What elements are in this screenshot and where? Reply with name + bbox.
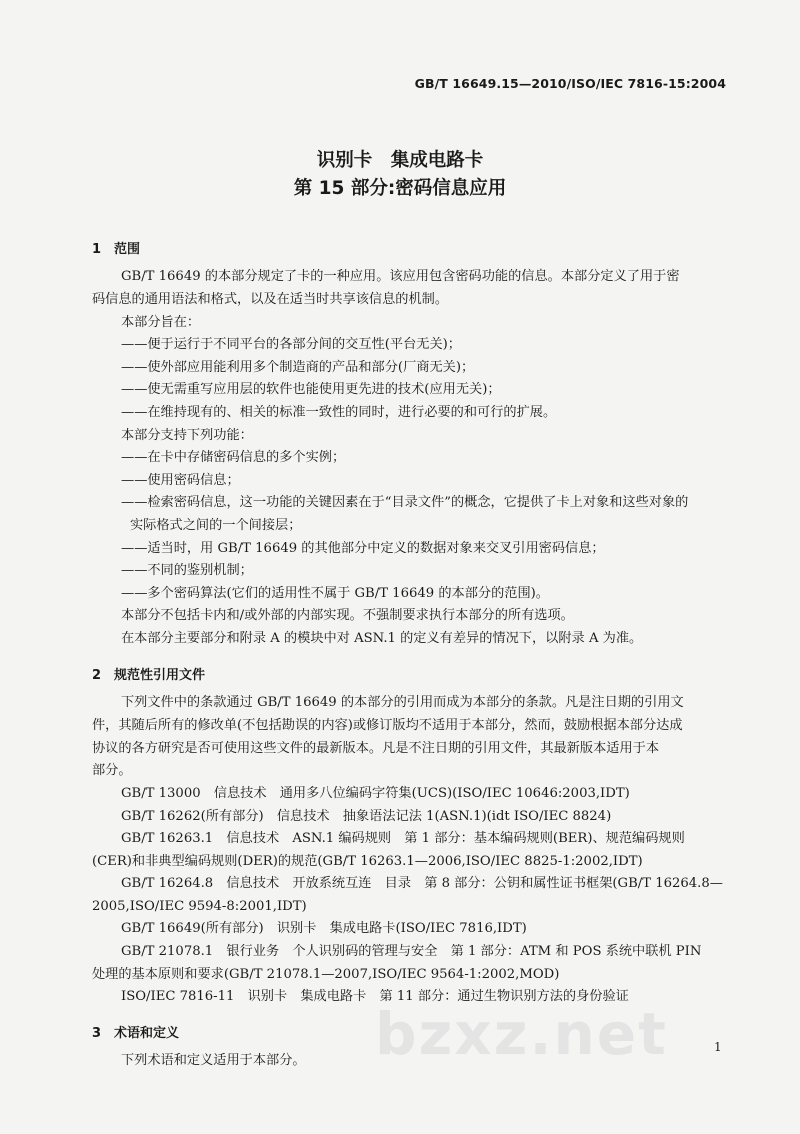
reference-item: ISO/IEC 7816-11 识别卡 集成电路卡 第 11 部分：通过生物识别方法的身份验证 [121,989,629,1004]
reference-item: GB/T 16264.8 信息技术 开放系统互连 目录 第 8 部分：公钥和属性证书框架(GB/T 16264.8— [121,876,723,891]
section-title: 规范性引用文件 [114,668,206,683]
paragraph-line: 本部分旨在： [121,315,201,330]
paragraph-line: 下列术语和定义适用于本部分。 [121,1053,306,1068]
section-number: 3 [92,1026,102,1041]
list-item: ——不同的鉴别机制； [121,563,253,578]
paragraph-line: 码信息的通用语法和格式，以及在适当时共享该信息的机制。 [92,292,449,307]
paragraph-line: 本部分不包括卡内和/或外部的内部实现。不强制要求执行本部分的所有选项。 [121,608,574,623]
section-number: 1 [92,242,102,257]
section-1-heading [92,238,140,257]
list-item: ——便于运行于不同平台的各部分间的交互性(平台无关)； [121,337,461,352]
reference-item-continuation: 处理的基本原则和要求(GB/T 21078.1—2007,ISO/IEC 9564-1:2002,MOD) [92,967,560,982]
list-item: ——使用密码信息； [121,473,240,488]
page-number: 1 [714,1040,722,1054]
reference-item: GB/T 21078.1 银行业务 个人识别码的管理与安全 第 1 部分：ATM 和 POS 系统中联机 PIN [121,944,702,959]
standard-code: GB/T 16649.15—2010/ISO/IEC 7816-15:2004 [414,76,726,91]
section-number: 2 [92,668,102,683]
reference-item: GB/T 16649(所有部分) 识别卡 集成电路卡(ISO/IEC 7816,IDT) [121,921,527,936]
paragraph-line: 本部分支持下列功能： [121,428,253,443]
paragraph-line: 协议的各方研究是否可使用这些文件的最新版本。凡是不注日期的引用文件，其最新版本适用于本 [92,741,660,756]
document-title-line2: 第 15 部分:密码信息应用 [293,178,507,199]
list-item: ——使无需重写应用层的软件也能使用更先进的技术(应用无关)； [121,382,501,397]
paragraph-line: 件，其随后所有的修改单(不包括勘误的内容)或修订版均不适用于本部分，然而，鼓励根据本部分达成 [92,718,683,733]
list-item: ——适当时，用 GB/T 16649 的其他部分中定义的数据对象来交叉引用密码信息； [121,541,605,556]
list-item: ——检索密码信息，这一功能的关键因素在于“目录文件”的概念，它提供了卡上对象和这些对象的 [121,495,689,510]
paragraph-line: 部分。 [92,763,132,778]
reference-item: GB/T 16262(所有部分) 信息技术 抽象语法记法 1(ASN.1)(idt ISO/IEC 8824) [121,809,612,824]
watermark: bzxz.net [375,1000,668,1068]
list-item: ——多个密码算法(它们的适用性不属于 GB/T 16649 的本部分的范围)。 [121,586,549,601]
section-3-heading [92,1022,179,1041]
list-item-continuation: 实际格式之间的一个间接层； [130,518,302,533]
list-item: ——在维持现有的、相关的标准一致性的同时，进行必要的和可行的扩展。 [121,405,557,420]
paragraph-line: GB/T 16649 的本部分规定了卡的一种应用。该应用包含密码功能的信息。本部分定义了用于密 [121,269,680,284]
reference-item: GB/T 13000 信息技术 通用多八位编码字符集(UCS)(ISO/IEC 10646:2003,IDT) [121,786,630,801]
document-title-line1: 识别卡 集成电路卡 [316,150,484,171]
paragraph-line: 在本部分主要部分和附录 A 的模块中对 ASN.1 的定义有差异的情况下，以附录 A 为准。 [121,631,643,646]
section-title: 范围 [114,242,141,257]
section-2-heading [92,664,205,683]
list-item: ——在卡中存储密码信息的多个实例； [121,450,346,465]
list-item: ——使外部应用能利用多个制造商的产品和部分(厂商无关)； [121,360,475,375]
reference-item: GB/T 16263.1 信息技术 ASN.1 编码规则 第 1 部分：基本编码规则(BER)、规范编码规则 [121,831,685,846]
section-title: 术语和定义 [114,1026,180,1041]
reference-item-continuation: (CER)和非典型编码规则(DER)的规范(GB/T 16263.1—2006,ISO/IEC 8825-1:2002,IDT) [92,854,643,869]
paragraph-line: 下列文件中的条款通过 GB/T 16649 的本部分的引用而成为本部分的条款。凡是注日期的引用文 [121,695,684,710]
reference-item-continuation: 2005,ISO/IEC 9594-8:2001,IDT) [92,899,307,914]
